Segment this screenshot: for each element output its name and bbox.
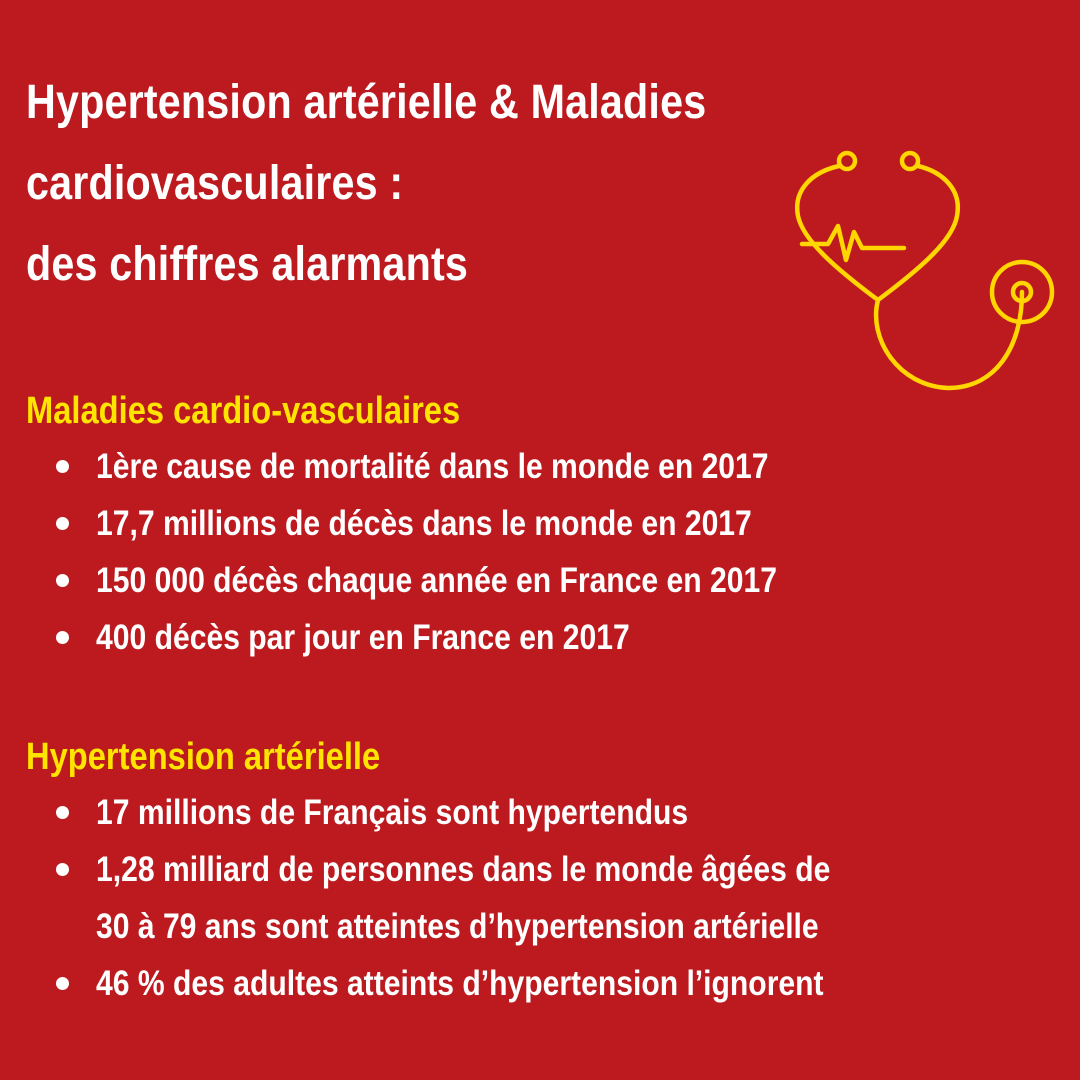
section-hypertension xyxy=(26,730,1076,1012)
bullet-dot-icon xyxy=(56,806,69,819)
list-item xyxy=(26,955,1076,1012)
title-line-3: des chiffres alarmants xyxy=(26,238,469,291)
stethoscope-heartbeat-icon xyxy=(790,148,1060,398)
title-line-1: Hypertension artérielle & Maladies xyxy=(26,76,707,129)
section-heading: Maladies cardio-vasculaires xyxy=(26,390,461,432)
list-item xyxy=(26,552,1076,609)
list-item-text: 1,28 milliard de personnes dans le monde âgées de xyxy=(96,850,831,889)
bullet-dot-icon xyxy=(56,863,69,876)
list-item-text: 150 000 décès chaque année en France en 2017 xyxy=(96,561,777,600)
section-cardiovascular-diseases xyxy=(26,384,1076,666)
bullet-dot-icon xyxy=(56,631,69,644)
bullet-dot-icon xyxy=(56,517,69,530)
bullet-dot-icon xyxy=(56,574,69,587)
list-item xyxy=(26,495,1076,552)
list-item-text: 46 % des adultes atteints d’hypertension l’ignorent xyxy=(96,964,824,1003)
list-item-text: 1ère cause de mortalité dans le monde en 2017 xyxy=(96,447,769,486)
bullet-dot-icon xyxy=(56,460,69,473)
bullet-list xyxy=(26,438,1076,666)
list-item xyxy=(26,609,1076,666)
bullet-dot-icon xyxy=(56,977,69,990)
page-title xyxy=(26,62,766,305)
list-item-text-continued: 30 à 79 ans sont atteintes d’hypertension artérielle xyxy=(96,907,819,946)
list-item xyxy=(26,784,1076,841)
section-heading: Hypertension artérielle xyxy=(26,736,381,778)
title-line-2: cardiovasculaires : xyxy=(26,157,404,210)
list-item-text: 17 millions de Français sont hypertendus xyxy=(96,793,689,832)
list-item-text: 400 décès par jour en France en 2017 xyxy=(96,618,630,657)
list-item xyxy=(26,438,1076,495)
list-item-text: 17,7 millions de décès dans le monde en 2017 xyxy=(96,504,752,543)
bullet-list xyxy=(26,784,1076,1012)
list-item xyxy=(26,841,1076,955)
